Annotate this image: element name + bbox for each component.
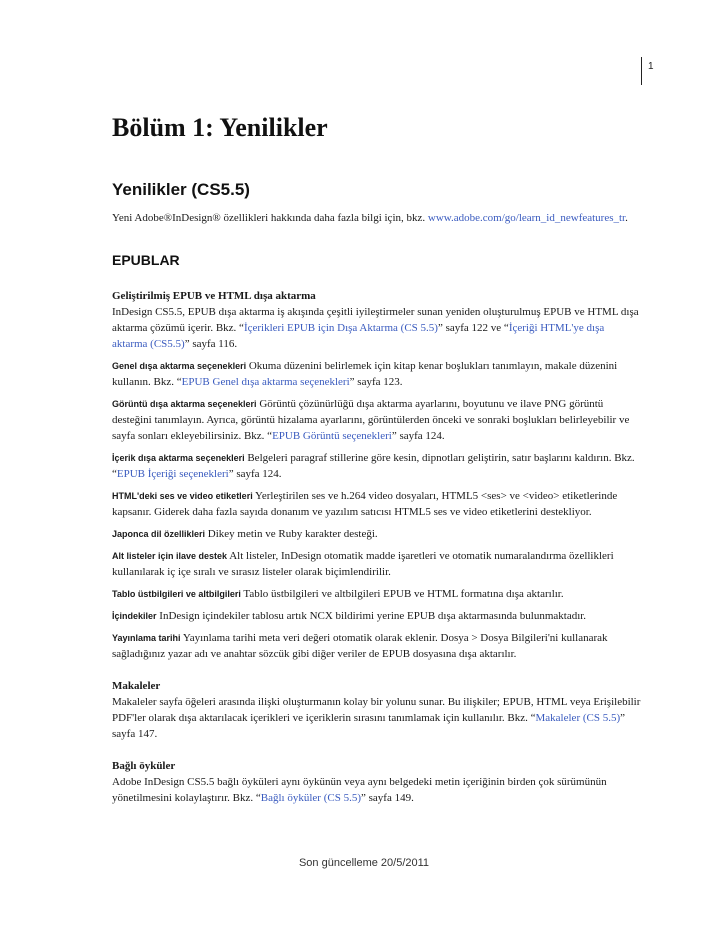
intro-end: . [625, 212, 628, 224]
main-heading: Yenilikler (CS5.5) [112, 180, 250, 199]
feature-after: ” sayfa 124. [228, 468, 282, 480]
epub-link-2[interactable]: İçeriği HTML'ye dışa aktarma (CS5.5) [112, 322, 605, 350]
feature-after: ” sayfa 124. [391, 430, 445, 442]
feature-term: Alt listeler için ilave destek [112, 551, 228, 561]
feature-item [112, 450, 642, 482]
feature-term: Tablo üstbilgileri ve altbilgileri [112, 589, 241, 599]
intro-text: Yeni Adobe®InDesign® özellikleri hakkında daha fazla bilgi için, bkz. [112, 212, 428, 224]
page-number: 1 [648, 61, 654, 72]
feature-link[interactable]: EPUB Genel dışa aktarma seçenekleri [181, 376, 350, 388]
feature-term: Genel dışa aktarma seçenekleri [112, 361, 247, 371]
bagli-subheading: Bağlı öyküler [112, 760, 176, 772]
epub-subheading: Geliştirilmiş EPUB ve HTML dışa aktarma [112, 290, 316, 302]
page-footer: Son güncelleme 20/5/2011 [298, 857, 430, 869]
feature-item [112, 630, 642, 662]
intro-paragraph [112, 210, 652, 226]
feature-term: Görüntü dışa aktarma seçenekleri [112, 399, 257, 409]
section-heading: EPUBLAR [112, 252, 180, 268]
epub-text-c: ” sayfa 116. [184, 338, 238, 350]
makaleler-subheading: Makaleler [112, 680, 161, 692]
feature-text: Okuma düzenini belirlemek için kitap kenar boşlukları tanımlayın, makale düzenini kullanın. Bkz. “ [112, 360, 618, 388]
makaleler-after: ” sayfa 147. [112, 712, 626, 740]
bagli-link[interactable]: Bağlı öyküler (CS 5.5) [260, 792, 361, 804]
feature-after: ” sayfa 123. [349, 376, 403, 388]
feature-item [112, 358, 642, 390]
feature-term: HTML'deki ses ve video etiketleri [112, 491, 253, 501]
epub-link-1[interactable]: İçerikleri EPUB için Dışa Aktarma (CS 5.5) [243, 322, 438, 334]
feature-text: Görüntü çözünürlüğü dışa aktarma ayarlarını, boyutunu ve ilave PNG görüntü desteğini tanımlayın. Ayrıca, görüntü hizalama ayarlarını, görüntülerden önceki ve sonraki boşlukları belirleyebilir ve sayfa sonları ekleyebilirsiniz. Bkz. “ [112, 398, 630, 442]
bagli-paragraph [112, 774, 642, 806]
feature-item [112, 586, 642, 602]
feature-text: Belgeleri paragraf stillerine göre kesin, dipnotları geliştirin, satır başlarını kaldırın. Bkz. “ [112, 452, 635, 480]
feature-item [112, 548, 642, 580]
page-number-rule [641, 57, 642, 85]
page-content [112, 110, 642, 804]
feature-term: Yayınlama tarihi [112, 633, 181, 643]
feature-text: InDesign içindekiler tablosu artık NCX bildirimi yerine EPUB dışa aktarmasında bulunmaktadır. [156, 610, 587, 622]
epub-text-b: ” sayfa 122 ve “ [437, 322, 509, 334]
feature-link[interactable]: EPUB Görüntü seçenekleri [272, 430, 392, 442]
feature-term: Japonca dil özellikleri [112, 529, 206, 539]
makaleler-paragraph [112, 694, 642, 742]
makaleler-link[interactable]: Makaleler (CS 5.5) [535, 712, 621, 724]
epub-paragraph [112, 304, 642, 352]
feature-term: İçerik dışa aktarma seçenekleri [112, 453, 245, 463]
section-body [112, 288, 642, 812]
feature-term: İçindekiler [112, 611, 157, 621]
feature-item [112, 396, 642, 444]
feature-text: Dikey metin ve Ruby karakter desteği. [205, 528, 378, 540]
bagli-text: Adobe InDesign CS5.5 bağlı öyküleri aynı öykünün veya aynı belgedeki metin içeriğinin birden çok sürümünün yönetilmesini kolaylaştırır. Bkz. “ [112, 776, 607, 804]
epub-text-a: InDesign CS5.5, EPUB dışa aktarma iş akışında çeşitli iyileştirmeler sunan yeniden oluşturulmuş EPUB ve HTML dışa aktarma çözümü içerir. Bkz. “ [112, 306, 639, 334]
bagli-after: ” sayfa 149. [361, 792, 414, 804]
feature-list [112, 358, 642, 662]
feature-item [112, 526, 642, 542]
feature-text: Yayınlama tarihi meta veri değeri otomatik olarak eklenir. Dosya > Dosya Bilgileri'ni kullanarak sağladığınız yazar adı ve anahtar sözcük gibi diğer veriler de EPUB dosyasına dışa aktarılır. [112, 632, 608, 660]
feature-text: Tablo üstbilgileri ve altbilgileri EPUB ve HTML formatına dışa aktarılır. [240, 588, 564, 600]
makaleler-text: Makaleler sayfa öğeleri arasında ilişki oluşturmanın kolay bir yolunu sunar. Bu ilişkiler; EPUB, HTML veya Erişilebilir PDF'ler olarak dışa aktarılacak içerikleri ve içeriklerin sırasını tanımlamak için kullanılır. Bkz. “ [112, 696, 641, 724]
feature-text: Yerleştirilen ses ve h.264 video dosyaları, HTML5 <ses> ve <video> etiketlerinde kapsanır. Giderek daha fazla sayıda donanım ve yazılım satıcısı HTML5 ses ve video etiketlerini destekliyor. [112, 490, 618, 518]
intro-link[interactable]: www.adobe.com/go/learn_id_newfeatures_tr [427, 212, 626, 224]
feature-item [112, 608, 642, 624]
feature-text: Alt listeler, InDesign otomatik madde işaretleri ve otomatik numaralandırma özellikleri kullanılarak iç içe sıralı ve sırasız listeler olarak biçimlendirilir. [112, 550, 614, 578]
chapter-title: Bölüm 1: Yenilikler [112, 113, 328, 142]
feature-link[interactable]: EPUB İçeriği seçenekleri [116, 468, 229, 480]
feature-item [112, 488, 642, 520]
